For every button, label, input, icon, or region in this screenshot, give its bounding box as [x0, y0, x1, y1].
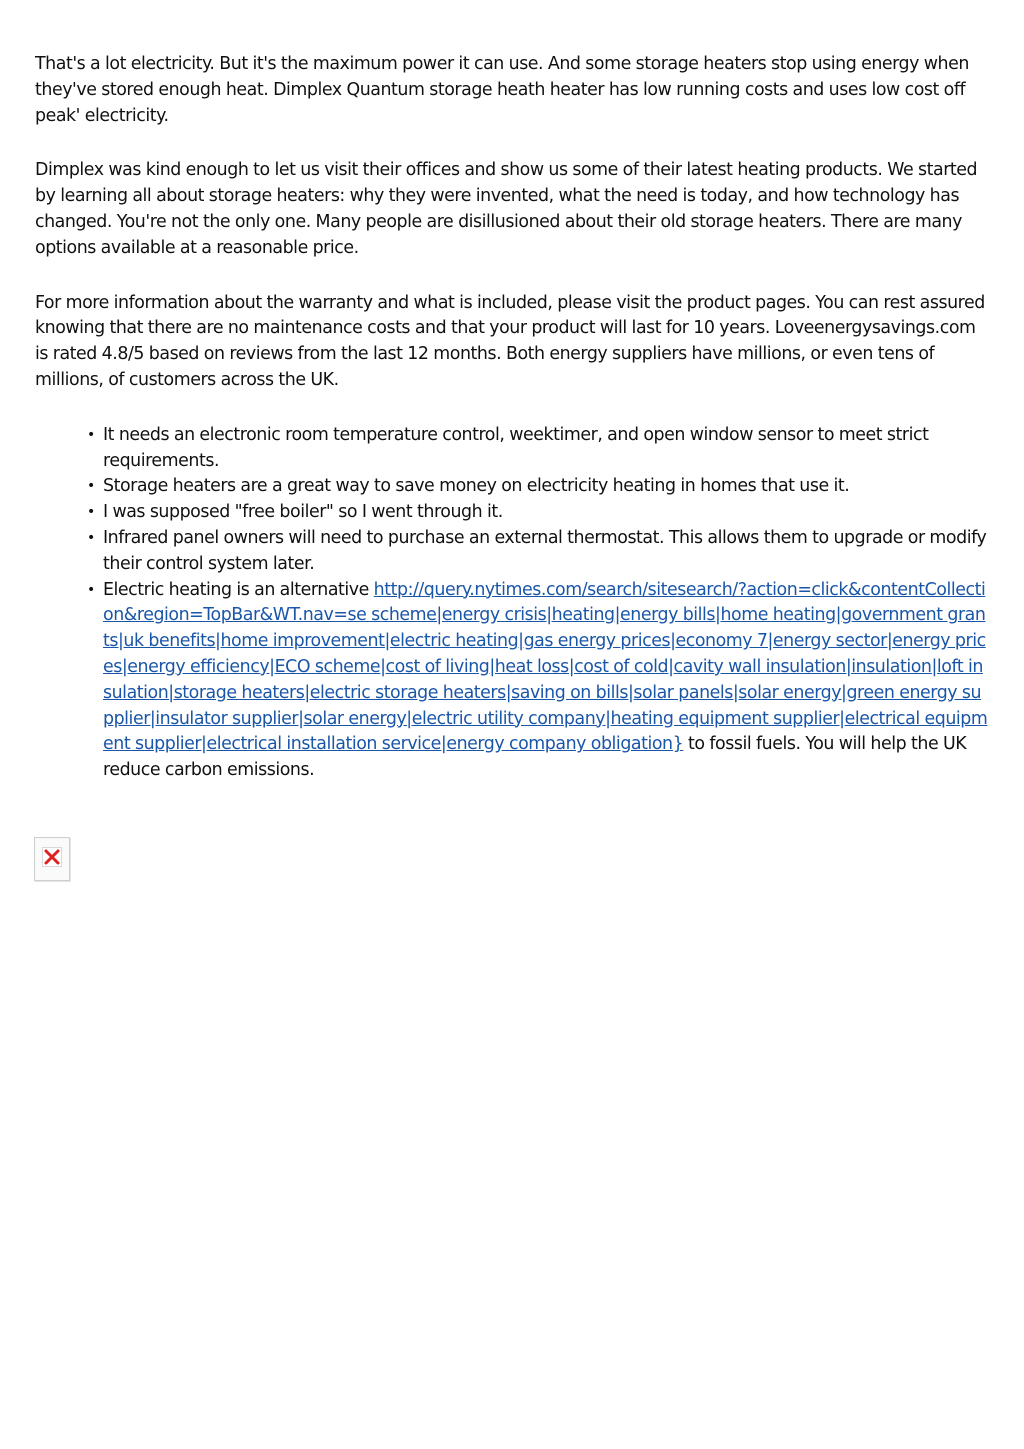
document-body [35, 52, 990, 784]
list-item [87, 423, 990, 475]
close-x-icon [43, 848, 61, 866]
list-item-text: It needs an electronic room temperature control, weektimer, and open window sensor to meet strict requirements. [103, 424, 929, 471]
list-item [87, 500, 990, 526]
list-item-text: Infrared panel owners will need to purchase an external thermostat. This allows them to upgrade or modify their control system later. [103, 527, 987, 574]
paragraph-warranty-info: For more information about the warranty and what is included, please visit the product pages. You can rest assured knowing that there are no maintenance costs and that your product will last for 10 years. Loveenergysavings.com is rated 4.8/5 based on reviews from the last 12 months. Both energy suppliers have millions, or even tens of millions, of customers across the UK. [35, 292, 985, 390]
broken-image-icon [34, 837, 70, 881]
list-item-text-before-link: Electric heating is an alternative [103, 579, 374, 600]
list-item-text: Storage heaters are a great way to save money on electricity heating in homes that use it. [103, 476, 850, 497]
bullet-dot-icon: • [87, 504, 95, 521]
bullet-list [35, 423, 990, 784]
broken-image-x-box [42, 847, 62, 867]
search-keywords-link[interactable]: http://query.nytimes.com/search/sitesearch/?action=click&contentCollection&region=TopBar&WT.nav=se scheme|energy crisis|heating|energy bills|home heating|government grants|uk benefits|home improvement|electric heating|gas energy prices|economy 7|energy sector|energy prices|energy efficiency|ECO scheme|cost of living|heat loss|cost of cold|cavity wall insulation|insulation|loft insulation|storage heaters|electric storage heaters|saving on bills|solar panels|solar energy|green energy supplier|insulator supplier|solar energy|electric utility company|heating equipment supplier|electrical equipment supplier|electrical installation service|energy company obligation} [103, 579, 988, 755]
list-item [87, 578, 990, 784]
paragraph-dimplex-visit: Dimplex was kind enough to let us visit their offices and show us some of their latest heating products. We started by learning all about storage heaters: why they were invented, what the need is today, and how technology has changed. You're not the only one. Many people are disillusioned about their old storage heaters. There are many options available at a reasonable price. [35, 160, 978, 258]
list-item [87, 474, 990, 500]
bullet-dot-icon: • [87, 529, 95, 546]
list-item-text-after-link: to fossil fuels. You will help the UK reduce carbon emissions. [103, 734, 967, 781]
bullet-dot-icon: • [87, 581, 95, 598]
paragraph-storage-heater-power: That's a lot electricity. But it's the maximum power it can use. And some storage heaters stop using energy when they've stored enough heat. Dimplex Quantum storage heath heater has low running costs and uses low cost off peak' electricity. [35, 54, 969, 126]
bullet-dot-icon: • [87, 426, 95, 443]
list-item-text: I was supposed "free boiler" so I went through it. [103, 502, 503, 523]
bullet-dot-icon: • [87, 478, 95, 495]
list-item [87, 526, 990, 578]
